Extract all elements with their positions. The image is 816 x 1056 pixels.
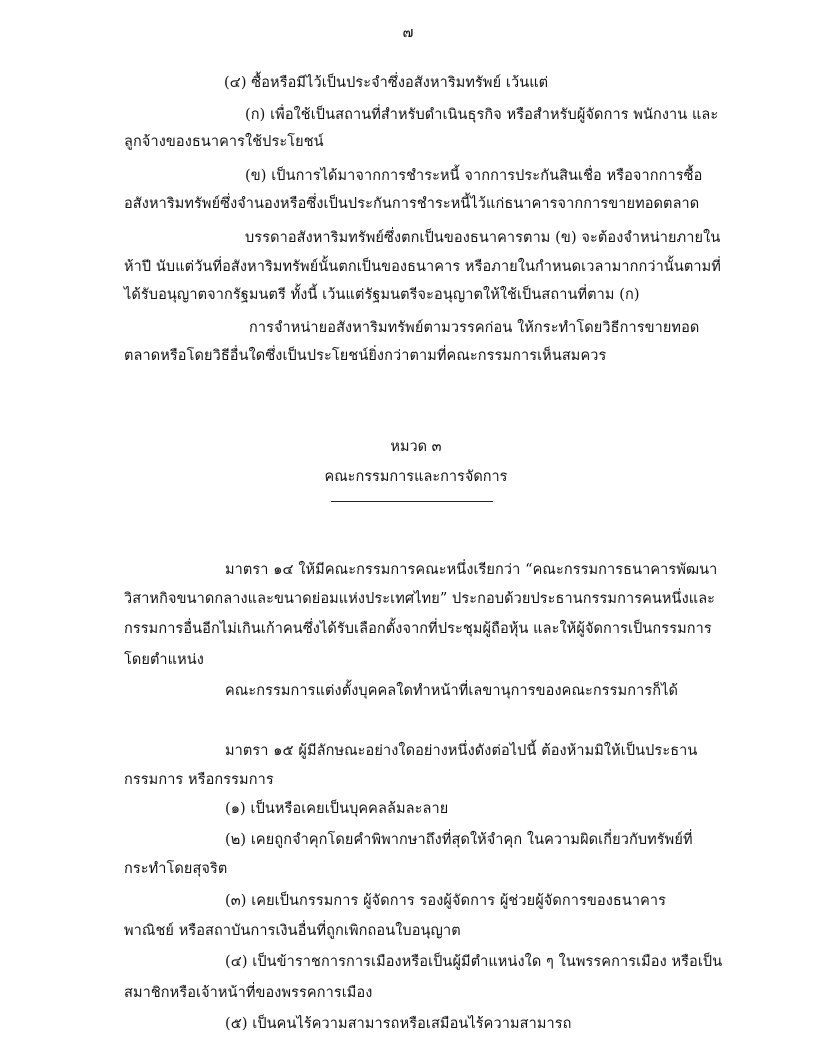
paragraph-2-line1: การจำหน่ายอสังหาริมทรัพย์ตามวรรคก่อน ให้กระทำโดยวิธีการขายทอด [249, 320, 700, 336]
section-15-item-4-line2: สมาชิกหรือเจ้าหน้าที่ของพรรคการเมือง [124, 985, 373, 1001]
page-number: ๗ [402, 25, 414, 41]
section-15-item-3-line2: พาณิชย์ หรือสถาบันการเงินอื่นที่ถูกเพิกถอนใบอนุญาต [124, 923, 461, 939]
section-15-line1: มาตรา ๑๕ ผู้มีลักษณะอย่างใดอย่างหนึ่งดังต่อไปนี้ ต้องห้ามมิให้เป็นประธาน [225, 743, 698, 759]
section-15-item-1: (๑) เป็นหรือเคยเป็นบุคคลล้มละลาย [225, 801, 449, 817]
section-14-line4: โดยตำแหน่ง [124, 652, 204, 668]
chapter-heading: หมวด ๓ [390, 439, 442, 455]
paragraph-1-line3: ได้รับอนุญาตจากรัฐมนตรี ทั้งนี้ เว้นแต่รัฐมนตรีจะอนุญาตให้ใช้เป็นสถานที่ตาม (ก) [124, 287, 640, 303]
item-4: (๔) ซื้อหรือมีไว้เป็นประจำซึ่งอสังหาริมทรัพย์ เว้นแต่ [224, 75, 549, 91]
paragraph-1-line2: ห้าปี นับแต่วันที่อสังหาริมทรัพย์นั้นตกเป็นของธนาคาร หรือภายในกำหนดเวลามากกว่านั้นตามที่ [124, 259, 721, 275]
paragraph-2-line2: ตลาดหรือโดยวิธีอื่นใดซึ่งเป็นประโยชน์ยิ่งกว่าตามที่คณะกรรมการเห็นสมควร [124, 348, 607, 364]
sub-item-a-line2: ลูกจ้างของธนาคารใช้ประโยชน์ [124, 134, 324, 150]
chapter-title: คณะกรรมการและการจัดการ [324, 469, 508, 485]
title-underline [331, 501, 493, 502]
section-14-line3: กรรมการอื่นอีกไม่เกินเก้าคนซึ่งได้รับเลือกตั้งจากที่ประชุมผู้ถือหุ้น และให้ผู้จัดการเป็นกรรมการ [124, 621, 712, 637]
section-14-line5: คณะกรรมการแต่งตั้งบุคคลใดทำหน้าที่เลขานุการของคณะกรรมการก็ได้ [225, 683, 679, 699]
sub-item-a-line1: (ก) เพื่อใช้เป็นสถานที่สำหรับดำเนินธุรกิจ หรือสำหรับผู้จัดการ พนักงาน และ [245, 107, 719, 123]
section-14-line1: มาตรา ๑๔ ให้มีคณะกรรมการคณะหนึ่งเรียกว่า “คณะกรรมการธนาคารพัฒนา [225, 562, 718, 578]
section-15-item-2-line1: (๒) เคยถูกจำคุกโดยคำพิพากษาถึงที่สุดให้จำคุก ในความผิดเกี่ยวกับทรัพย์ที่ [225, 832, 693, 848]
section-14-line2: วิสาหกิจขนาดกลางและขนาดย่อมแห่งประเทศไทย” ประกอบด้วยประธานกรรมการคนหนึ่งและ [124, 591, 716, 607]
section-15-item-4-line1: (๔) เป็นข้าราชการการเมืองหรือเป็นผู้มีตำแหน่งใด ๆ ในพรรคการเมือง หรือเป็น [225, 954, 723, 970]
section-15-item-2-line2: กระทำโดยสุจริต [124, 861, 228, 877]
section-15-item-3-line1: (๓) เคยเป็นกรรมการ ผู้จัดการ รองผู้จัดการ ผู้ช่วยผู้จัดการของธนาคาร [225, 893, 667, 909]
sub-item-b-line1: (ข) เป็นการได้มาจากการชำระหนี้ จากการประกันสินเชื่อ หรือจากการซื้อ [245, 168, 703, 184]
paragraph-1-line1: บรรดาอสังหาริมทรัพย์ซึ่งตกเป็นของธนาคารตาม (ข) จะต้องจำหน่ายภายใน [245, 230, 721, 246]
section-15-item-5: (๕) เป็นคนไร้ความสามารถหรือเสมือนไร้ความสามารถ [225, 1016, 572, 1032]
section-15-line2: กรรมการ หรือกรรมการ [124, 772, 274, 788]
sub-item-b-line2: อสังหาริมทรัพย์ซึ่งจำนองหรือซึ่งเป็นประกันการชำระหนี้ไว้แก่ธนาคารจากการขายทอดตลาด [124, 196, 700, 212]
